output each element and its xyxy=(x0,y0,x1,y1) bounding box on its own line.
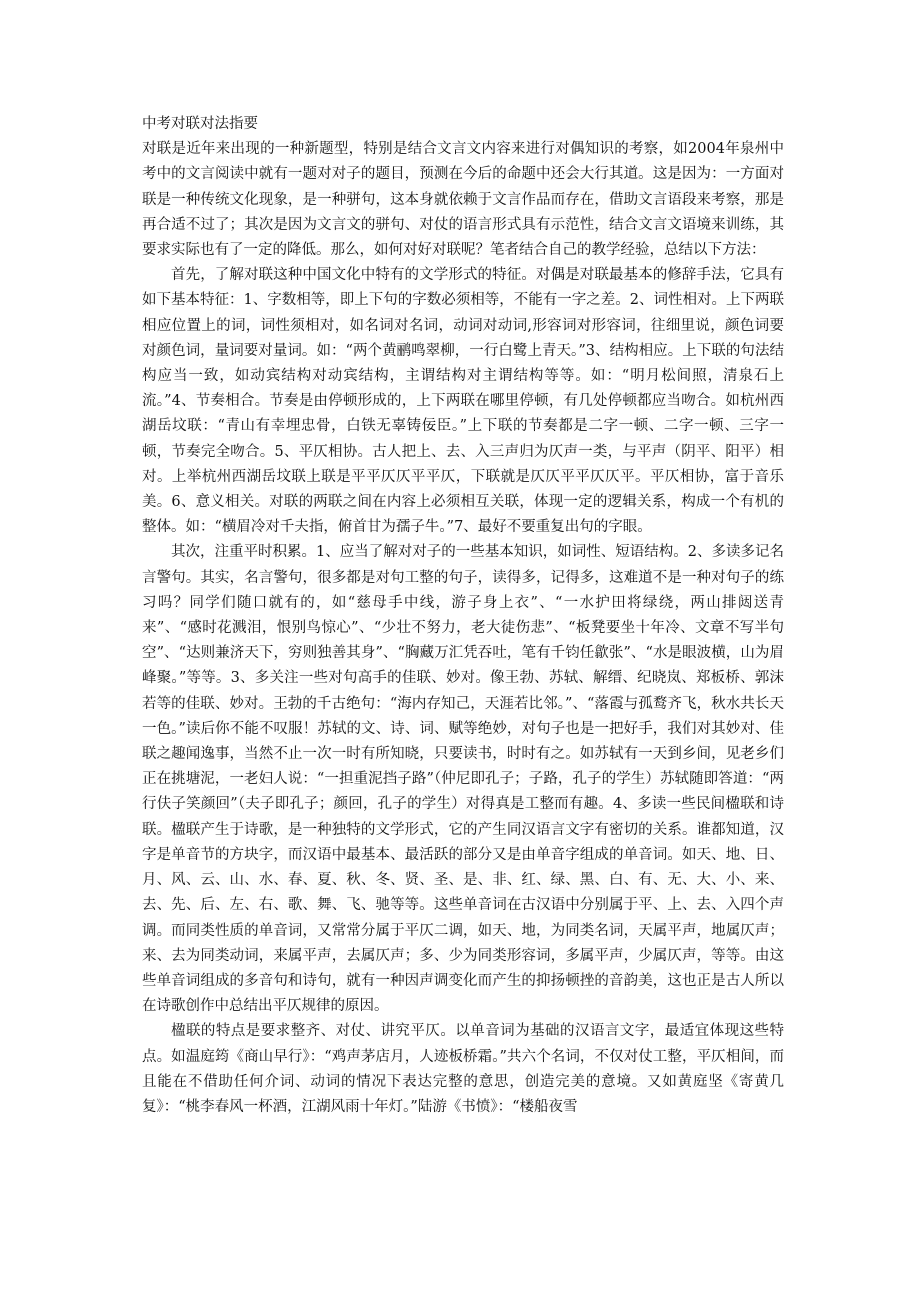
paragraph-couplet-traits: 楹联的特点是要求整齐、对仗、讲究平仄。以单音词为基础的汉语言文字，最适宜体现这些特点。如温庭筠《商山早行》：“鸡声茅店月，人迹板桥霜。”共六个名词，不仅对仗工整，平仄相间，而且能在不借助任何介词、动词的情况下表达完整的意思，创造完美的意境。又如黄庭坚《寄黄几复》：“桃李春风一杯酒，江湖风雨十年灯。”陆游《书愤》：“楼船夜雪 xyxy=(142,1023,784,1115)
paragraph-accumulation: 其次，注重平时积累。1、应当了解对对子的一些基本知识，如词性、短语结构。2、多读多记名言警句。其实，名言警句，很多都是对句工整的句子，读得多，记得多，这难道不是一种对句子的练习吗？同学们随口就有的，如“慈母手中线，游子身上衣”、“一水护田将绿绕，两山排闼送青来”、“感时花溅泪，恨别鸟惊心”、“少壮不努力，老大徒伤悲”、“板凳要坐十年冷、文章不写半句空”、“达则兼济天下，穷则独善其身”、“胸藏万汇凭吞吐，笔有千钧任歙张”、“水是眼波横，山为眉峰聚。”等等。3、多关注一些对句高手的佳联、妙对。像王勃、苏轼、解缙、纪晓岚、郑板桥、郭沫若等的佳联、妙对。王勃的千古绝句：“海内存知己，天涯若比邻。”、“落霞与孤鹜齐飞，秋水共长天一色。”读后你不能不叹服！苏轼的文、诗、词、赋等绝妙，对句子也是一把好手，我们对其妙对、佳联之趣闻逸事，当然不止一次一时有所知晓，只要读书，时时有之。如苏轼有一天到乡间，见老乡们正在挑塘泥，一老妇人说：“一担重泥挡子路”（仲尼即孔子；子路，孔子的学生）苏轼随即答道：“两行伕子笑颜回”（夫子即孔子；颜回，孔子的学生）对得真是工整而有趣。4、多读一些民间楹联和诗联。楹联产生于诗歌，是一种独特的文学形式，它的产生同汉语言文字有密切的关系。谁都知道，汉字是单音节的方块字，而汉语中最基本、最活跃的部分又是由单音字组成的单音词。如天、地、日、月、风、云、山、水、春、夏、秋、冬、贤、圣、是、非、红、绿、黑、白、有、无、大、小、来、去、先、后、左、右、歌、舞、飞、驰等等。这些单音词在古汉语中分别属于平、上、去、入四个声调。而同类性质的单音词，又常常分属于平仄二调，如天、地，为同类名词，天属平声，地属仄声；来、去为同类动词，来属平声，去属仄声；多、少为同类形容词，多属平声，少属仄声，等等。由这些单音词组成的多音句和诗句，就有一种因声调变化而产生的抑扬顿挫的音韵美，这也正是古人所以在诗歌创作中总结出平仄规律的原因。 xyxy=(142,544,784,1015)
paragraph-intro: 对联是近年来出现的一种新题型，特别是结合文言文内容来进行对偶知识的考察，如2004年泉州中考中的文言阅读中就有一题对对子的题目，预测在今后的命题中还会大行其道。这是因为：一方面对联是一种传统文化现象，是一种骈句，这本身就依赖于文言作品而存在，借助文言语段来考察，那是再合适不过了；其次是因为文言文的骈句、对仗的语言形式具有示范性，结合文言文语境来训练，其要求实际也有了一定的降低。那么，如何对好对联呢？笔者结合自己的教学经验，总结以下方法： xyxy=(142,141,784,259)
paragraph-features: 首先，了解对联这种中国文化中特有的文学形式的特征。对偶是对联最基本的修辞手法，它具有如下基本特征：1、字数相等，即上下句的字数必须相等，不能有一字之差。2、词性相对。上下两联相应位置上的词，词性须相对，如名词对名词，动词对动词,形容词对形容词，往细里说，颜色词要对颜色词，量词要对量词。如：“两个黄鹂鸣翠柳，一行白鹭上青天。”3、结构相应。上下联的句法结构应当一致，如动宾结构对动宾结构，主谓结构对主谓结构等等。如：“明月松间照，清泉石上流。”4、节奏相合。节奏是由停顿形成的，上下两联在哪里停顿，有几处停顿都应当吻合。如杭州西湖岳坟联：“青山有幸埋忠骨，白铁无辜铸佞臣。”上下联的节奏都是二字一顿、二字一顿、三字一顿，节奏完全吻合。5、平仄相协。古人把上、去、入三声归为仄声一类，与平声（阴平、阳平）相对。上举杭州西湖岳坟联上联是平平仄仄平平仄，下联就是仄仄平平仄仄平。平仄相协，富于音乐美。6、意义相关。对联的两联之间在内容上必须相互关联，体现一定的逻辑关系，构成一个有机的整体。如：“横眉冷对千夫指，俯首甘为孺子牛。”7、最好不要重复出句的字眼。 xyxy=(142,267,784,536)
document-title: 中考对联对法指要 xyxy=(142,116,258,132)
document-page xyxy=(142,112,784,1120)
